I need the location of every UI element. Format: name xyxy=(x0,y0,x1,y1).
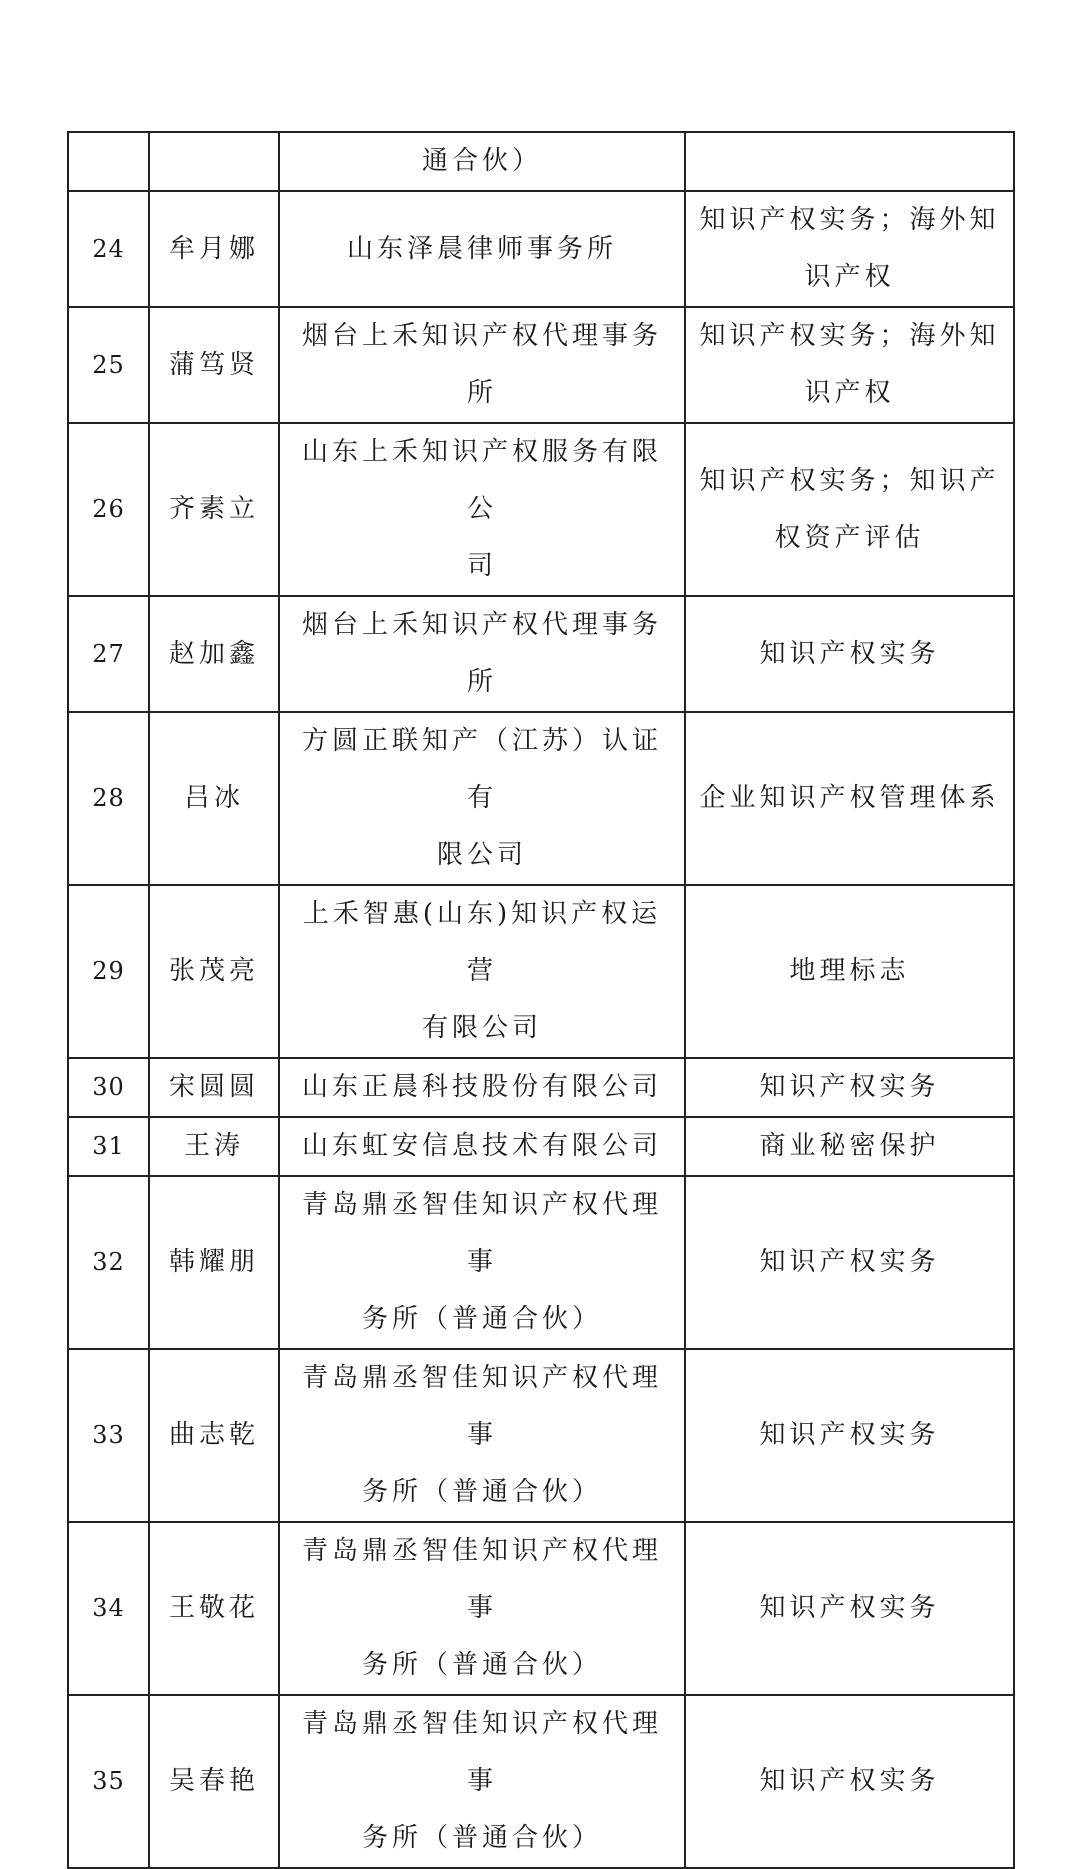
cell-number: 33 xyxy=(68,1349,149,1522)
table-row xyxy=(68,885,1014,1058)
cell-name: 赵加鑫 xyxy=(149,596,279,712)
cell-name: 宋圆圆 xyxy=(149,1058,279,1117)
cell-organization xyxy=(279,191,685,307)
cell-name: 齐素立 xyxy=(149,423,279,596)
expert-roster-table xyxy=(67,131,1015,1869)
cell-name xyxy=(149,132,279,191)
cell-name: 王涛 xyxy=(149,1117,279,1176)
cell-specialty xyxy=(685,1117,1014,1176)
cell-specialty xyxy=(685,423,1014,596)
cell-number: 29 xyxy=(68,885,149,1058)
specialty-line: 知识产权实务 xyxy=(759,1766,940,1796)
specialty-line: 知识产权实务 xyxy=(759,1247,940,1277)
table-row xyxy=(68,307,1014,423)
cell-name: 牟月娜 xyxy=(149,191,279,307)
cell-name: 韩耀朋 xyxy=(149,1176,279,1349)
specialty-line: 知识产权实务 xyxy=(759,1420,940,1450)
cell-specialty xyxy=(685,596,1014,712)
table-row xyxy=(68,596,1014,712)
cell-number xyxy=(68,132,149,191)
cell-organization xyxy=(279,1349,685,1522)
cell-name: 蒲笃贤 xyxy=(149,307,279,423)
table-row xyxy=(68,1695,1014,1868)
organization-line: 司 xyxy=(466,551,497,581)
cell-specialty xyxy=(685,1176,1014,1349)
table-row xyxy=(68,1176,1014,1349)
cell-specialty xyxy=(685,191,1014,307)
cell-number: 25 xyxy=(68,307,149,423)
organization-line: 山东正晨科技股份有限公司 xyxy=(301,1072,662,1102)
organization-line: 青岛鼎丞智佳知识产权代理事 xyxy=(301,1536,662,1623)
cell-number: 35 xyxy=(68,1695,149,1868)
specialty-line: 知识产权实务；知识产 xyxy=(699,465,1000,496)
cell-organization xyxy=(279,1117,685,1176)
organization-line: 务所（普通合伙） xyxy=(361,1650,602,1680)
cell-organization xyxy=(279,1176,685,1349)
specialty-line: 知识产权实务；海外知 xyxy=(699,205,1000,235)
continuation-row xyxy=(68,132,1014,191)
specialty-line: 知识产权实务 xyxy=(759,1072,940,1102)
cell-organization xyxy=(279,885,685,1058)
cell-organization xyxy=(279,307,685,423)
specialty-line: 地理标志 xyxy=(789,956,910,986)
cell-specialty xyxy=(685,1695,1014,1868)
organization-line: 限公司 xyxy=(436,840,527,870)
organization-line: 青岛鼎丞智佳知识产权代理事 xyxy=(301,1190,662,1277)
cell-name: 曲志乾 xyxy=(149,1349,279,1522)
table-row xyxy=(68,191,1014,307)
specialty-line: 权资产评估 xyxy=(774,522,925,553)
specialty-line: 识产权 xyxy=(804,262,895,292)
organization-line: 青岛鼎丞智佳知识产权代理事 xyxy=(301,1363,662,1450)
specialty-line: 知识产权实务 xyxy=(759,638,940,669)
specialty-line: 知识产权实务 xyxy=(759,1593,940,1623)
cell-specialty xyxy=(685,712,1014,885)
organization-line: 务所（普通合伙） xyxy=(361,1304,602,1334)
cell-organization: 通合伙） xyxy=(279,132,685,191)
cell-number: 30 xyxy=(68,1058,149,1117)
organization-line: 烟台上禾知识产权代理事务所 xyxy=(301,321,662,408)
cell-number: 32 xyxy=(68,1176,149,1349)
cell-organization xyxy=(279,712,685,885)
organization-line: 山东虹安信息技术有限公司 xyxy=(301,1131,662,1161)
cell-number: 27 xyxy=(68,596,149,712)
cell-name: 吴春艳 xyxy=(149,1695,279,1868)
table-row xyxy=(68,423,1014,596)
cell-organization xyxy=(279,1695,685,1868)
cell-organization xyxy=(279,1058,685,1117)
cell-specialty xyxy=(685,1349,1014,1522)
cell-organization xyxy=(279,423,685,596)
organization-line: 务所（普通合伙） xyxy=(361,1823,602,1853)
cell-number: 28 xyxy=(68,712,149,885)
table-row xyxy=(68,712,1014,885)
cell-specialty xyxy=(685,132,1014,191)
cell-specialty xyxy=(685,1522,1014,1695)
cell-number: 24 xyxy=(68,191,149,307)
organization-line: 山东上禾知识产权服务有限公 xyxy=(301,437,662,524)
cell-number: 31 xyxy=(68,1117,149,1176)
cell-name: 张茂亮 xyxy=(149,885,279,1058)
table-row xyxy=(68,1117,1014,1176)
table-row xyxy=(68,1349,1014,1522)
table-body xyxy=(68,132,1014,1868)
cell-number: 34 xyxy=(68,1522,149,1695)
organization-line: 烟台上禾知识产权代理事务所 xyxy=(301,610,662,697)
cell-organization xyxy=(279,1522,685,1695)
organization-line: 上禾智惠(山东)知识产权运营 xyxy=(302,899,662,986)
specialty-line: 商业秘密保护 xyxy=(759,1131,940,1161)
cell-specialty xyxy=(685,885,1014,1058)
cell-number: 26 xyxy=(68,423,149,596)
cell-specialty xyxy=(685,1058,1014,1117)
organization-line: 山东泽晨律师事务所 xyxy=(346,233,617,264)
cell-specialty xyxy=(685,307,1014,423)
specialty-line: 企业知识产权管理体系 xyxy=(699,783,1000,813)
table-row xyxy=(68,1058,1014,1117)
organization-line: 有限公司 xyxy=(421,1013,542,1043)
cell-name: 吕冰 xyxy=(149,712,279,885)
organization-line: 方圆正联知产（江苏）认证有 xyxy=(301,726,662,813)
organization-line: 务所（普通合伙） xyxy=(361,1477,602,1507)
specialty-line: 知识产权实务；海外知 xyxy=(699,321,1000,351)
table-row xyxy=(68,1522,1014,1695)
cell-name: 王敬花 xyxy=(149,1522,279,1695)
specialty-line: 识产权 xyxy=(804,378,895,408)
organization-line: 青岛鼎丞智佳知识产权代理事 xyxy=(301,1709,662,1796)
cell-organization xyxy=(279,596,685,712)
